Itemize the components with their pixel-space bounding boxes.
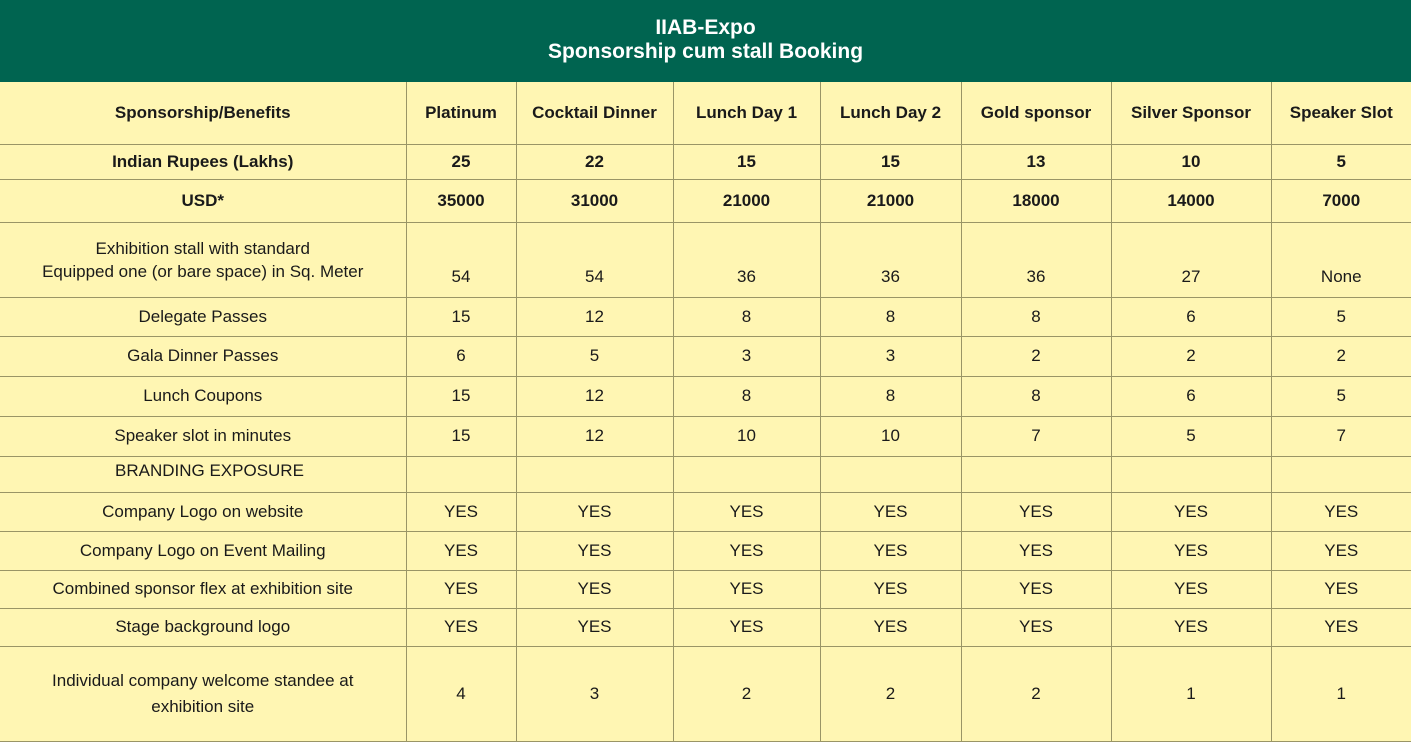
table-row: [0, 492, 1411, 531]
table-cell: 54: [406, 222, 516, 297]
table-cell: 5: [1271, 144, 1411, 179]
table-cell: 1: [1271, 646, 1411, 741]
table-row: [0, 646, 1411, 741]
table-row: [0, 531, 1411, 570]
table-cell: YES: [1271, 570, 1411, 608]
table-cell: 21000: [820, 179, 961, 222]
column-header: Platinum: [406, 82, 516, 144]
table-cell: YES: [1111, 608, 1271, 646]
row-label: Company Logo on website: [0, 492, 406, 531]
row-label: Delegate Passes: [0, 297, 406, 336]
table-cell: YES: [673, 570, 820, 608]
table-cell: 15: [673, 144, 820, 179]
table-cell: 36: [820, 222, 961, 297]
table-cell: YES: [1271, 531, 1411, 570]
table-cell: 12: [516, 297, 673, 336]
table-cell: 7: [961, 416, 1111, 456]
table-cell: YES: [673, 492, 820, 531]
table-cell: 8: [820, 297, 961, 336]
table-cell: [516, 456, 673, 492]
table-cell: YES: [406, 492, 516, 531]
table-cell: 8: [673, 376, 820, 416]
table-cell: 5: [1271, 376, 1411, 416]
table-cell: YES: [1111, 492, 1271, 531]
row-label: [0, 646, 406, 741]
table-cell: 3: [673, 336, 820, 376]
table-cell: YES: [1111, 531, 1271, 570]
table-cell: 54: [516, 222, 673, 297]
sponsorship-table: [0, 82, 1411, 742]
row-label: BRANDING EXPOSURE: [0, 456, 406, 492]
column-header: Cocktail Dinner: [516, 82, 673, 144]
table-header-row: [0, 82, 1411, 144]
table-cell: YES: [1271, 492, 1411, 531]
table-row: [0, 376, 1411, 416]
table-cell: YES: [406, 531, 516, 570]
table-cell: 10: [820, 416, 961, 456]
row-label: Stage background logo: [0, 608, 406, 646]
table-row: [0, 222, 1411, 297]
page-subtitle: Sponsorship cum stall Booking: [547, 40, 864, 63]
table-cell: 35000: [406, 179, 516, 222]
table-cell: 2: [673, 646, 820, 741]
table-cell: YES: [1271, 608, 1411, 646]
table-cell: [673, 456, 820, 492]
table-cell: 10: [673, 416, 820, 456]
row-label: USD*: [0, 179, 406, 222]
table-cell: YES: [961, 608, 1111, 646]
table-cell: 18000: [961, 179, 1111, 222]
table-cell: YES: [673, 531, 820, 570]
table-cell: 1: [1111, 646, 1271, 741]
table-cell: 2: [961, 336, 1111, 376]
table-cell: YES: [406, 570, 516, 608]
table-cell: YES: [1111, 570, 1271, 608]
table-cell: YES: [516, 531, 673, 570]
table-row: [0, 608, 1411, 646]
table-cell: 8: [820, 376, 961, 416]
table-row: [0, 179, 1411, 222]
row-label: Combined sponsor flex at exhibition site: [0, 570, 406, 608]
row-label: Lunch Coupons: [0, 376, 406, 416]
table-cell: None: [1271, 222, 1411, 297]
table-cell: [961, 456, 1111, 492]
table-cell: YES: [961, 531, 1111, 570]
table-cell: 7000: [1271, 179, 1411, 222]
table-cell: YES: [516, 570, 673, 608]
table-cell: 8: [961, 376, 1111, 416]
table-cell: 15: [406, 416, 516, 456]
column-header: Sponsorship/Benefits: [0, 82, 406, 144]
table-cell: 21000: [673, 179, 820, 222]
column-header: Lunch Day 1: [673, 82, 820, 144]
table-cell: [1271, 456, 1411, 492]
table-cell: 2: [1271, 336, 1411, 376]
table-cell: 6: [406, 336, 516, 376]
table-cell: 8: [673, 297, 820, 336]
table-cell: YES: [673, 608, 820, 646]
table-cell: 5: [516, 336, 673, 376]
row-label: Gala Dinner Passes: [0, 336, 406, 376]
table-cell: 3: [820, 336, 961, 376]
table-cell: 2: [1111, 336, 1271, 376]
table-cell: 36: [961, 222, 1111, 297]
table-cell: 10: [1111, 144, 1271, 179]
table-cell: YES: [406, 608, 516, 646]
table-cell: YES: [820, 608, 961, 646]
table-cell: 7: [1271, 416, 1411, 456]
page-header: [0, 0, 1411, 82]
row-label-line: exhibition site: [151, 696, 255, 716]
table-cell: [1111, 456, 1271, 492]
table-cell: 6: [1111, 297, 1271, 336]
table-cell: 15: [406, 376, 516, 416]
table-cell: YES: [820, 492, 961, 531]
table-cell: YES: [820, 570, 961, 608]
row-label: [0, 222, 406, 297]
row-label: Speaker slot in minutes: [0, 416, 406, 456]
table-cell: 36: [673, 222, 820, 297]
table-row: [0, 570, 1411, 608]
table-cell: 13: [961, 144, 1111, 179]
table-cell: 3: [516, 646, 673, 741]
table-cell: 5: [1111, 416, 1271, 456]
table-row: [0, 456, 1411, 492]
table-row: [0, 297, 1411, 336]
column-header: Silver Sponsor: [1111, 82, 1271, 144]
table-cell: YES: [961, 570, 1111, 608]
row-label-line: Equipped one (or bare space) in Sq. Meter: [42, 261, 364, 281]
table-cell: 8: [961, 297, 1111, 336]
table-cell: 2: [961, 646, 1111, 741]
table-cell: 31000: [516, 179, 673, 222]
row-label-line: Individual company welcome standee at: [52, 670, 354, 690]
table-cell: [406, 456, 516, 492]
table-cell: 6: [1111, 376, 1271, 416]
table-row: [0, 336, 1411, 376]
table-cell: 5: [1271, 297, 1411, 336]
table-cell: 15: [406, 297, 516, 336]
column-header: Speaker Slot: [1271, 82, 1411, 144]
table-cell: 12: [516, 416, 673, 456]
table-cell: 25: [406, 144, 516, 179]
page-title: IIAB-Expo: [655, 16, 756, 39]
table-cell: 27: [1111, 222, 1271, 297]
table-cell: 15: [820, 144, 961, 179]
table-cell: YES: [516, 608, 673, 646]
row-label-line: Exhibition stall with standard: [95, 238, 310, 258]
table-cell: 2: [820, 646, 961, 741]
table-row: [0, 416, 1411, 456]
table-cell: 12: [516, 376, 673, 416]
table-cell: YES: [516, 492, 673, 531]
table-cell: 4: [406, 646, 516, 741]
column-header: Lunch Day 2: [820, 82, 961, 144]
row-label: Indian Rupees (Lakhs): [0, 144, 406, 179]
table-row: [0, 144, 1411, 179]
row-label: Company Logo on Event Mailing: [0, 531, 406, 570]
table-cell: 14000: [1111, 179, 1271, 222]
table-cell: [820, 456, 961, 492]
table-cell: 22: [516, 144, 673, 179]
column-header: Gold sponsor: [961, 82, 1111, 144]
table-cell: YES: [961, 492, 1111, 531]
table-cell: YES: [820, 531, 961, 570]
